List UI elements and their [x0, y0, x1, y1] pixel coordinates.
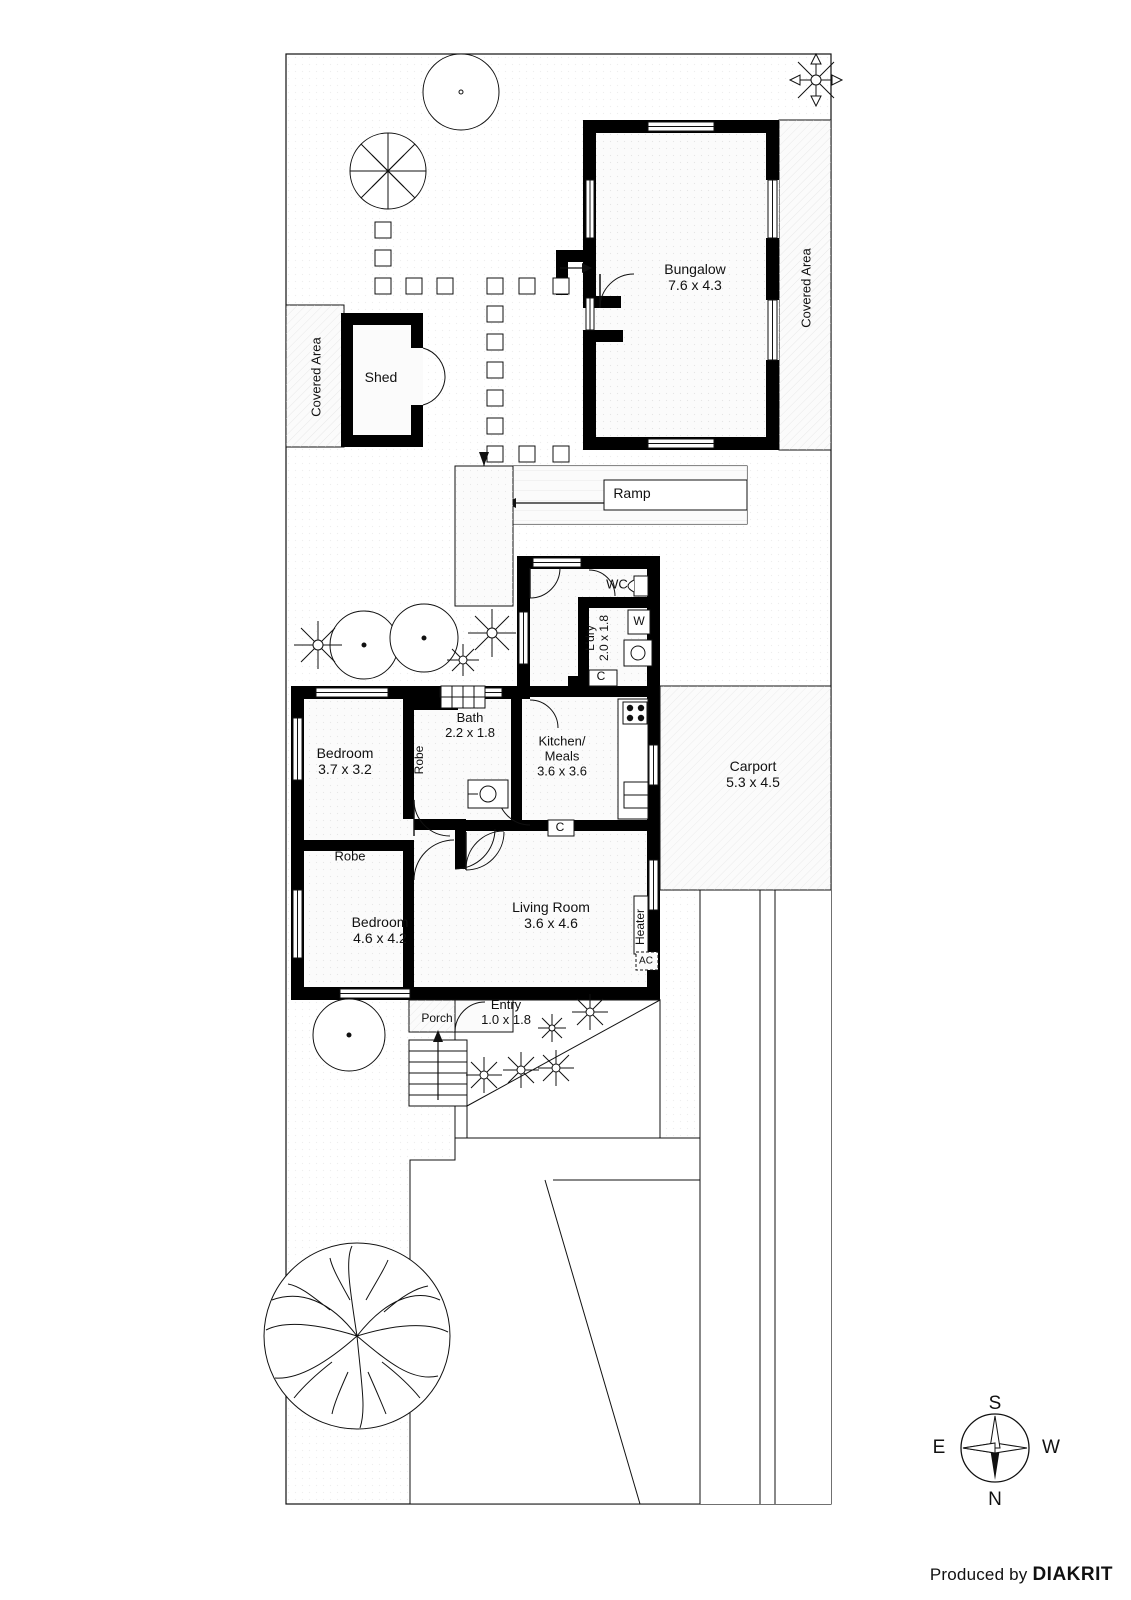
credit-prefix: Produced by: [929, 1565, 1033, 1584]
room-name: WC: [606, 576, 628, 592]
room-name: Carport: [729, 757, 777, 774]
room-label-porch: [421, 1012, 452, 1026]
room-label-wc: [606, 578, 628, 593]
appliance-label-washer: [633, 615, 644, 629]
compass-letter: N: [988, 1489, 1002, 1511]
room-label-shed: [365, 369, 398, 385]
room-name: Bath: [456, 710, 484, 726]
room-dims: 5.3 x 4.5: [726, 774, 780, 790]
room-dims: 4.6 x 4.2: [353, 930, 407, 946]
room-label-kitchen: [526, 735, 598, 780]
room-name: Living Room: [512, 898, 590, 915]
room-label-covered-area-right: [800, 248, 815, 328]
compass-letter: S: [988, 1393, 1002, 1415]
compass-letter: E: [932, 1437, 946, 1459]
room-label-laundry: [584, 615, 612, 661]
room-name: Bedroom: [316, 744, 374, 761]
room-dims: 3.6 x 4.6: [524, 915, 578, 931]
fixture-name: AC: [639, 955, 653, 967]
room-dims: 2.2 x 1.8: [445, 725, 495, 740]
room-label-robe-2: [334, 850, 365, 865]
room-label-bedroom-2: [317, 745, 374, 777]
room-label-bedroom-1: [352, 914, 409, 946]
room-name: Robe: [334, 848, 366, 864]
room-label-bungalow: [664, 261, 726, 293]
room-label-covered-area-left: [310, 337, 325, 417]
appliance-name: W: [633, 614, 645, 629]
room-label-robe-1: [413, 746, 427, 775]
room-label-ramp: [613, 485, 650, 501]
room-name: Bedroom: [351, 913, 409, 930]
room-dims: 7.6 x 4.3: [668, 277, 722, 293]
room-label-bath: [445, 711, 495, 741]
room-name: Shed: [364, 368, 398, 385]
compass-letter: W: [1042, 1437, 1060, 1459]
fixture-label-heater: [634, 909, 648, 945]
room-label-carport: [726, 758, 780, 790]
producer-credit: [930, 1564, 1113, 1586]
cupboard-label-2: [556, 821, 565, 835]
room-dims: 3.7 x 3.2: [318, 761, 372, 777]
room-dims: 1.0 x 1.8: [481, 1012, 531, 1027]
room-name: Entry: [490, 997, 522, 1013]
credit-brand: DIAKRIT: [1032, 1564, 1113, 1585]
room-name: Robe: [412, 745, 427, 775]
room-dims: 2.0 x 1.8: [597, 614, 611, 662]
compass-label-bottom: [988, 1489, 1002, 1511]
room-name: Kitchen/ Meals: [538, 733, 586, 764]
room-name: Porch: [421, 1011, 453, 1026]
compass-label-right: [1042, 1437, 1060, 1459]
cupboard-label-1: [597, 670, 606, 684]
fixture-label-ac: [639, 955, 653, 967]
room-name: Covered Area: [308, 337, 324, 417]
cupboard-name: C: [555, 820, 565, 835]
room-dims: 3.6 x 3.6: [537, 763, 587, 779]
room-label-entry: [481, 998, 531, 1028]
cupboard-name: C: [596, 669, 606, 684]
room-name: Bungalow: [664, 260, 726, 277]
fixture-name: Heater: [633, 908, 648, 946]
room-name: Ramp: [613, 484, 651, 501]
compass-label-top: [989, 1393, 1002, 1415]
room-name: Covered Area: [798, 248, 814, 328]
compass-label-left: [933, 1437, 946, 1459]
room-label-living-room: [512, 899, 590, 931]
room-name: L'dry: [583, 625, 598, 651]
